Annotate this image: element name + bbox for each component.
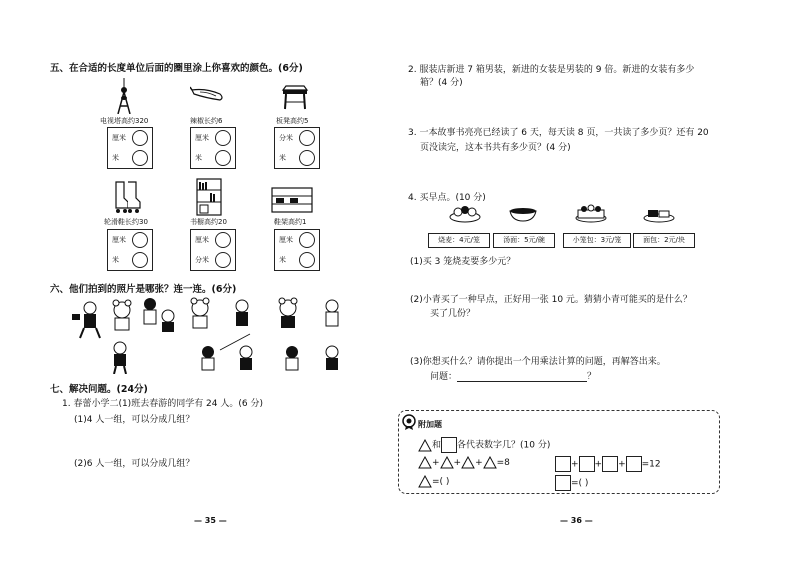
photo-option-icon bbox=[191, 298, 209, 328]
q4-sub3-question-row bbox=[430, 369, 596, 382]
question-blank[interactable] bbox=[457, 371, 587, 382]
chili-icon bbox=[190, 86, 226, 104]
q2-line1: 2. 服装店新进 7 箱男装，新进的女装是男装的 9 倍。新进的女装有多少 bbox=[408, 65, 695, 75]
square-icon bbox=[555, 475, 571, 491]
unit-option[interactable]: 厘米 bbox=[108, 128, 152, 147]
color-circle[interactable] bbox=[132, 232, 148, 248]
unit-option[interactable]: 米 bbox=[275, 148, 319, 167]
unit-option[interactable]: 厘米 bbox=[191, 230, 235, 249]
unit-option[interactable]: 米 bbox=[108, 148, 152, 167]
bonus-equation-squares: + + + =12 bbox=[555, 456, 661, 472]
cartoon-figure-icon bbox=[144, 298, 174, 332]
color-circle[interactable] bbox=[299, 130, 315, 146]
bonus-title: 附加题 bbox=[418, 420, 442, 429]
color-circle[interactable] bbox=[215, 232, 231, 248]
q5-heading: 五、在合适的长度单位后面的圈里涂上你喜欢的颜色。(6分) bbox=[50, 63, 303, 74]
square-icon bbox=[579, 456, 595, 472]
q2-line2: 箱？(4 分) bbox=[420, 78, 463, 88]
caption-tv-tower: 电视塔高约320 bbox=[100, 117, 149, 125]
caption-shoe-rack: 鞋架高约1 bbox=[274, 218, 307, 226]
q6-heading: 六、他们拍到的照片是哪张？连一连。(6分) bbox=[50, 284, 237, 295]
color-circle[interactable] bbox=[299, 232, 315, 248]
question-label: 问题： bbox=[430, 372, 458, 382]
q7-problem-1b: (2)6 人一组，可以分成几组？ bbox=[74, 459, 195, 469]
unit-box-stool bbox=[274, 127, 320, 169]
q4-sub1: (1)买 3 笼烧麦要多少元？ bbox=[410, 257, 516, 267]
photo-option-icon bbox=[236, 300, 248, 326]
q7-problem-1a: (1)4 人一组，可以分成几组？ bbox=[74, 415, 195, 425]
cartoon-figure-icon bbox=[114, 342, 126, 374]
unit-box-bookcase bbox=[190, 229, 236, 271]
unit-option[interactable]: 厘米 bbox=[108, 230, 152, 249]
bonus-badge-icon bbox=[402, 414, 416, 430]
q7-problem-1: 1. 春蕾小学二(1)班去春游的同学有 24 人。(6 分) bbox=[62, 399, 263, 409]
cartoon-animal-icon bbox=[113, 300, 131, 330]
shaomai-icon bbox=[448, 203, 482, 223]
triangle-icon bbox=[440, 456, 454, 469]
photo-option-icon bbox=[202, 346, 214, 370]
q4-sub2-line2: 买了几份？ bbox=[430, 309, 476, 319]
food-label-shaomai: 烧麦：4元/笼 bbox=[428, 233, 490, 248]
stool-icon bbox=[280, 84, 310, 110]
color-circle[interactable] bbox=[299, 252, 315, 268]
unit-box-chili bbox=[190, 127, 236, 169]
bonus-equation-triangles: + + + =8 bbox=[418, 456, 510, 469]
unit-option[interactable]: 厘米 bbox=[275, 230, 319, 249]
unit-option[interactable]: 分米 bbox=[275, 128, 319, 147]
color-circle[interactable] bbox=[132, 150, 148, 166]
unit-option[interactable]: 分米 bbox=[191, 250, 235, 269]
noodle-bowl-icon bbox=[508, 203, 538, 223]
caption-chili: 辣椒长约6 bbox=[190, 117, 223, 125]
triangle-icon bbox=[418, 439, 432, 452]
color-circle[interactable] bbox=[215, 252, 231, 268]
color-circle[interactable] bbox=[215, 130, 231, 146]
bread-icon bbox=[642, 205, 676, 223]
triangle-icon bbox=[418, 475, 432, 488]
square-icon bbox=[626, 456, 642, 472]
bookcase-icon bbox=[196, 178, 222, 216]
photo-option-icon bbox=[279, 298, 297, 328]
q4-sub3: (3)你想买什么？请你提出一个用乘法计算的问题，再解答出来。 bbox=[410, 357, 666, 367]
skates-icon bbox=[112, 180, 142, 214]
photo-option-icon bbox=[326, 346, 338, 370]
triangle-icon bbox=[418, 456, 432, 469]
q3-line1: 3. 一本故事书亮亮已经读了 6 天，每天读 8 页，一共读了多少页？还有 20 bbox=[408, 128, 709, 138]
photo-option-icon bbox=[326, 300, 338, 326]
bonus-answer-square[interactable]: =( ) bbox=[555, 475, 588, 491]
tv-tower-icon bbox=[112, 78, 136, 114]
cartoon-figure-icon bbox=[72, 302, 100, 338]
bonus-answer-triangle[interactable]: =( ) bbox=[418, 475, 449, 488]
unit-option[interactable]: 米 bbox=[108, 250, 152, 269]
q3-line2: 页没读完，这本书共有多少页？(4 分) bbox=[420, 143, 571, 153]
food-label-xiaolongbao: 小笼包：3元/笼 bbox=[563, 233, 631, 248]
unit-box-tv-tower bbox=[107, 127, 153, 169]
photo-option-icon bbox=[240, 346, 252, 370]
q7-heading: 七、解决问题。(24分) bbox=[50, 384, 148, 395]
caption-bookcase: 书橱高约20 bbox=[190, 218, 227, 226]
food-label-noodle: 汤面：5元/碗 bbox=[493, 233, 555, 248]
shoe-rack-icon bbox=[270, 186, 314, 214]
color-circle[interactable] bbox=[215, 150, 231, 166]
caption-stool: 板凳高约5 bbox=[276, 117, 309, 125]
caption-skates: 轮滑鞋长约30 bbox=[104, 218, 148, 226]
unit-box-shoe-rack bbox=[274, 229, 320, 271]
unit-option[interactable]: 厘米 bbox=[191, 128, 235, 147]
color-circle[interactable] bbox=[299, 150, 315, 166]
page-number-right: — 36 — bbox=[560, 516, 593, 525]
unit-option[interactable]: 米 bbox=[191, 148, 235, 167]
bonus-line-1: 和 各代表数字几？(10 分) bbox=[418, 437, 550, 453]
square-icon bbox=[441, 437, 457, 453]
triangle-icon bbox=[461, 456, 475, 469]
square-icon bbox=[602, 456, 618, 472]
question-mark: ？ bbox=[587, 372, 597, 382]
photo-option-icon bbox=[286, 346, 298, 370]
unit-box-skates bbox=[107, 229, 153, 271]
square-icon bbox=[555, 456, 571, 472]
color-circle[interactable] bbox=[132, 130, 148, 146]
color-circle[interactable] bbox=[132, 252, 148, 268]
page-number-left: — 35 — bbox=[194, 516, 227, 525]
q4-sub2-line1: (2)小青买了一种早点，正好用一张 10 元。猜猜小青可能买的是什么？ bbox=[410, 295, 692, 305]
xiaolongbao-icon bbox=[574, 203, 608, 223]
food-label-bread: 面包：2元/块 bbox=[633, 233, 695, 248]
photo-scene-illustration bbox=[70, 294, 370, 374]
triangle-icon bbox=[483, 456, 497, 469]
unit-option[interactable]: 米 bbox=[275, 250, 319, 269]
q4-heading: 4. 买早点。(10 分) bbox=[408, 193, 486, 203]
